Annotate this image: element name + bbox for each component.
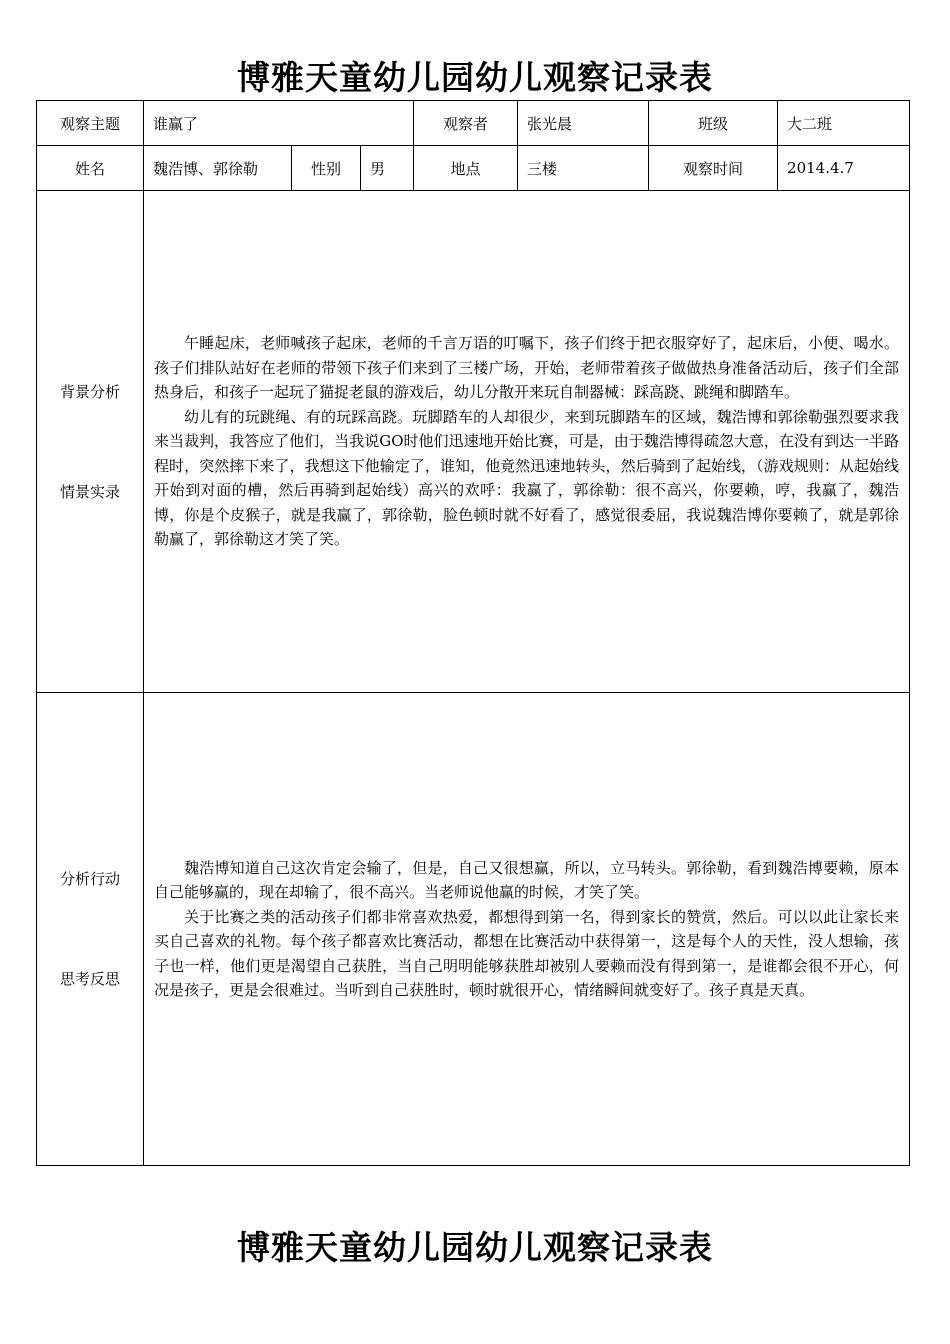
- scene-record-text: [144, 191, 910, 693]
- class-label: 班级: [649, 101, 778, 146]
- place-value: 三楼: [518, 146, 649, 191]
- background-analysis-label: 背景分析: [59, 382, 120, 401]
- topic-label: 观察主题: [37, 101, 144, 146]
- reflection-text: [144, 693, 910, 1166]
- table-row: [37, 101, 910, 146]
- section1-labels: [37, 191, 144, 693]
- next-page-title: 博雅天童幼儿园幼儿观察记录表: [237, 1228, 713, 1267]
- time-value: 2014.4.7: [778, 146, 910, 191]
- observation-record-table: [36, 100, 910, 1166]
- topic-value: 谁赢了: [144, 101, 414, 146]
- scene-record-label: 情景实录: [59, 482, 120, 501]
- page-title: 博雅天童幼儿园幼儿观察记录表: [237, 58, 713, 97]
- section2-labels: [37, 693, 144, 1166]
- place-label: 地点: [414, 146, 518, 191]
- table-row: [37, 146, 910, 191]
- analysis-action-label: 分析行动: [59, 870, 120, 888]
- table-row: [37, 693, 910, 1166]
- class-value: 大二班: [778, 101, 910, 146]
- paragraph: 魏浩博知道自己这次肯定会输了，但是，自己又很想赢，所以，立马转头。郭徐勒，看到魏浩博要赖，原本自己能够赢的，现在却输了，很不高兴。当老师说他赢的时候，才笑了笑。: [154, 858, 900, 901]
- paragraph: 午睡起床，老师喊孩子起床，老师的千言万语的叮嘱下，孩子们终于把衣服穿好了，起床后，小便、喝水。孩子们排队站好在老师的带领下孩子们来到了三楼广场，开始，老师带着孩子做做热身准备活动后，孩子们全部热身后，和孩子一起玩了猫捉老鼠的游戏后，幼儿分散开来玩自制器械：踩高跷、跳绳和脚踏车。: [154, 334, 900, 402]
- reflection-label: 思考反思: [59, 970, 120, 988]
- observer-label: 观察者: [414, 101, 518, 146]
- time-label: 观察时间: [649, 146, 778, 191]
- gender-value: 男: [361, 146, 414, 191]
- name-label: 姓名: [37, 146, 144, 191]
- gender-label: 性别: [292, 146, 361, 191]
- observer-value: 张光晨: [518, 101, 649, 146]
- table-row: [37, 191, 910, 693]
- paragraph: 关于比赛之类的活动孩子们都非常喜欢热爱，都想得到第一名，得到家长的赞赏，然后。可以以此让家长来买自己喜欢的礼物。每个孩子都喜欢比赛活动，都想在比赛活动中获得第一，这是每个人的天性，没人想输，孩子也一样，他们更是渴望自己获胜，当自己明明能够获胜却被别人要赖而没有得到第一，是谁都会很不开心，何况是孩子，更是会很难过。当听到自己获胜时，顿时就很开心，情绪瞬间就变好了。孩子真是天真。: [154, 907, 900, 999]
- name-value: 魏浩博、郭徐勒: [144, 146, 292, 191]
- paragraph: 幼儿有的玩跳绳、有的玩踩高跷。玩脚踏车的人却很少，来到玩脚踏车的区域，魏浩博和郭徐勒强烈要求我来当裁判，我答应了他们，当我说GO时他们迅速地开始比赛，可是，由于魏浩博得疏忽大意，在没有到达一半路程时，突然摔下来了，我想这下他输定了，谁知，他竟然迅速地转头，然后骑到了起始线，（游戏规则：从起始线开始到对面的槽，然后再骑到起始线）高兴的欢呼：我赢了，郭徐勒：很不高兴，你要赖，哼，我赢了，魏浩博，你是个皮猴子，就是我赢了，郭徐勒，脸色顿时就不好看了，感觉很委屈，我说魏浩博你要赖了，就是郭徐勒赢了，郭徐勒这才笑了笑。: [154, 407, 900, 549]
